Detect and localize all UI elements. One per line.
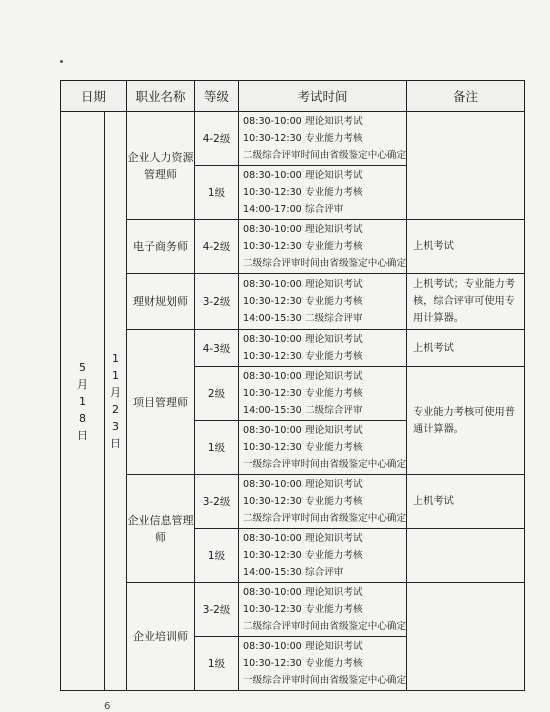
time-line: 10:30-12:30 专业能力考核: [243, 496, 363, 507]
note: 上机考试: [407, 220, 525, 274]
table-row: [61, 112, 525, 166]
page-number: 6: [104, 701, 111, 712]
level: 1级: [195, 637, 239, 691]
job-name: 企业人力资源管理师: [127, 112, 195, 220]
header-time: 考试时间: [239, 81, 407, 112]
note: 上机考试；专业能力考核，综合评审可使用专用计算器。: [407, 274, 525, 330]
level: 1级: [195, 529, 239, 583]
job-name: 项目管理师: [127, 330, 195, 475]
time-line: 10:30-12:30 专业能力考核: [243, 658, 363, 669]
time-line: 10:30-12:30 专业能力考核: [243, 351, 363, 362]
time-line: 08:30-10:00 理论知识考试: [243, 533, 363, 544]
time-line: 10:30-12:30 专业能力考核: [243, 604, 363, 615]
job-name: 理财规划师: [127, 274, 195, 330]
exam-time: [239, 583, 407, 637]
time-line: 08:30-10:00 理论知识考试: [243, 116, 363, 127]
header-row: [61, 81, 525, 112]
time-line: 08:30-10:00 理论知识考试: [243, 425, 363, 436]
level: 4-3级: [195, 330, 239, 367]
time-line: 一级综合评审时间由省级鉴定中心确定: [243, 675, 407, 686]
date-cell-2: [105, 112, 127, 691]
table-row: [61, 220, 525, 274]
exam-time: [239, 637, 407, 691]
level: 4-2级: [195, 220, 239, 274]
exam-schedule-table: [60, 80, 525, 691]
time-line: 一级综合评审时间由省级鉴定中心确定: [243, 459, 407, 470]
header-level: 等级: [195, 81, 239, 112]
table-row: [61, 475, 525, 529]
time-line: 14:00-15:30 二级综合评审: [243, 405, 363, 416]
time-line: 二级综合评审时间由省级鉴定中心确定: [243, 513, 407, 524]
time-line: 08:30-10:00 理论知识考试: [243, 224, 363, 235]
time-line: 10:30-12:30 专业能力考核: [243, 388, 363, 399]
note: 上机考试: [407, 330, 525, 367]
time-line: 08:30-10:00 理论知识考试: [243, 587, 363, 598]
time-line: 14:00-17:00 综合评审: [243, 204, 344, 215]
level: 2级: [195, 367, 239, 421]
level: 4-2级: [195, 112, 239, 166]
note: [407, 583, 525, 691]
date-2: 11月23日: [110, 352, 121, 450]
table-row: [61, 274, 525, 330]
note: [407, 112, 525, 220]
level: 1级: [195, 166, 239, 220]
exam-time: [239, 112, 407, 166]
level: 1级: [195, 421, 239, 475]
scan-dot: [60, 60, 63, 63]
table-row: [61, 583, 525, 637]
time-line: 08:30-10:00 理论知识考试: [243, 279, 363, 290]
time-line: 08:30-10:00 理论知识考试: [243, 479, 363, 490]
level: 3-2级: [195, 475, 239, 529]
header-job: 职业名称: [127, 81, 195, 112]
level: 3-2级: [195, 274, 239, 330]
time-line: 10:30-12:30 专业能力考核: [243, 241, 363, 252]
job-name: 电子商务师: [127, 220, 195, 274]
note: 专业能力考核可使用普通计算器。: [407, 367, 525, 475]
time-line: 二级综合评审时间由省级鉴定中心确定: [243, 258, 407, 269]
table-row: [61, 330, 525, 367]
time-line: 14:00-15:30 综合评审: [243, 567, 344, 578]
time-line: 08:30-10:00 理论知识考试: [243, 334, 363, 345]
exam-time: [239, 166, 407, 220]
exam-time: [239, 421, 407, 475]
time-line: 08:30-10:00 理论知识考试: [243, 170, 363, 181]
exam-time: [239, 330, 407, 367]
note: [407, 529, 525, 583]
time-line: 二级综合评审时间由省级鉴定中心确定: [243, 621, 407, 632]
time-line: 10:30-12:30 专业能力考核: [243, 550, 363, 561]
time-line: 10:30-12:30 专业能力考核: [243, 442, 363, 453]
job-name: 企业培训师: [127, 583, 195, 691]
time-line: 08:30-10:00 理论知识考试: [243, 371, 363, 382]
exam-time: [239, 475, 407, 529]
time-line: 10:30-12:30 专业能力考核: [243, 133, 363, 144]
job-name: 企业信息管理师: [127, 475, 195, 583]
time-line: 08:30-10:00 理论知识考试: [243, 641, 363, 652]
note: 上机考试: [407, 475, 525, 529]
date-1: 5月18日: [77, 360, 88, 442]
level: 3-2级: [195, 583, 239, 637]
time-line: 10:30-12:30 专业能力考核: [243, 296, 363, 307]
date-cell-1: [61, 112, 105, 691]
exam-time: [239, 274, 407, 330]
header-note: 备注: [407, 81, 525, 112]
time-line: 二级综合评审时间由省级鉴定中心确定: [243, 150, 407, 161]
exam-time: [239, 529, 407, 583]
exam-time: [239, 220, 407, 274]
exam-time: [239, 367, 407, 421]
header-date: 日期: [61, 81, 127, 112]
time-line: 10:30-12:30 专业能力考核: [243, 187, 363, 198]
time-line: 14:00-15:30 二级综合评审: [243, 313, 363, 324]
